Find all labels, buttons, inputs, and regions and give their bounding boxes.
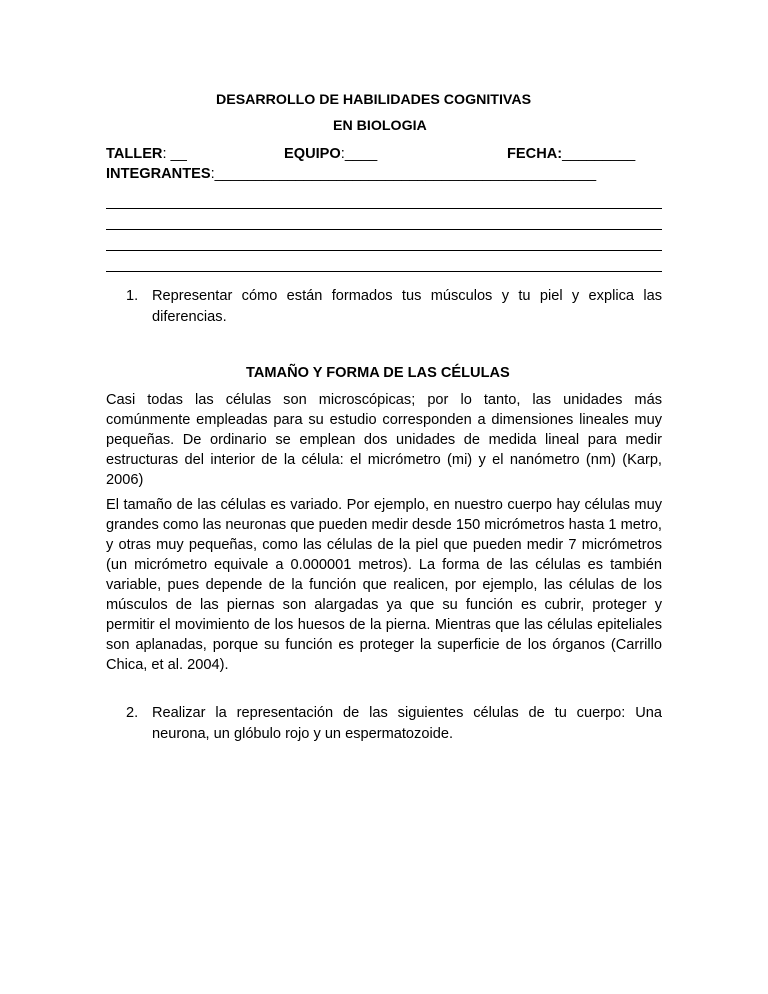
document-subtitle: EN BIOLOGIA <box>333 118 427 134</box>
question-2-number: 2. <box>126 705 139 721</box>
taller-label: TALLER <box>106 146 163 162</box>
blank-line[interactable] <box>106 230 662 251</box>
question-2-text: Realizar la representación de las siguientes células de tu cuerpo: Una neurona, un glóbulo rojo y un espermatozoide. <box>152 705 662 742</box>
paragraph-1: Casi todas las células son microscópicas; por lo tanto, las unidades más comúnmente empleadas para su estudio corresponden a dimensiones lineales muy pequeñas. De ordinario se emplean dos unidades de medida lineal para medir estructuras del interior de la célula: el micrómetro (mi) y el nanómetro (nm) (Karp, 2006) <box>106 392 662 488</box>
question-2 <box>126 703 662 745</box>
integrantes-blank-lines <box>106 188 662 272</box>
blank-line[interactable] <box>106 209 662 230</box>
blank-line[interactable] <box>106 251 662 272</box>
integrantes-label: INTEGRANTES <box>106 166 211 182</box>
fecha-label: FECHA: <box>507 146 563 162</box>
fecha-field[interactable] <box>507 146 635 162</box>
equipo-label: EQUIPO <box>284 146 341 162</box>
integrantes-value: :_______________________________________________ <box>210 166 597 182</box>
taller-value: : __ <box>162 146 187 162</box>
section-title: TAMAÑO Y FORMA DE LAS CÉLULAS <box>246 365 510 381</box>
equipo-value: :____ <box>340 146 378 162</box>
question-1-text: Representar cómo están formados tus músculos y tu piel y explica las diferencias. <box>152 288 662 325</box>
integrantes-field[interactable] <box>106 166 596 182</box>
blank-line[interactable] <box>106 188 662 209</box>
equipo-field[interactable] <box>284 146 377 162</box>
fecha-value: _________ <box>562 146 636 162</box>
paragraph-2: El tamaño de las células es variado. Por ejemplo, en nuestro cuerpo hay células muy grandes como las neuronas que pueden medir desde 150 micrómetros hasta 1 metro, y otras muy pequeñas, como las células de la piel que pueden medir 7 micrómetros (un micrómetro equivale a 0.000001 metros). La forma de las células es también variable, pues depende de la función que realicen, por ejemplo, las células de los músculos de las piernas son alargadas ya que su función es cubrir, proteger y permitir el movimiento de los huesos de la pierna. Mientras que las células epiteliales son aplanadas, porque su función es proteger la superficie de los órganos (Carrillo Chica, et al. 2004). <box>106 497 662 673</box>
taller-field[interactable] <box>106 146 187 162</box>
question-1-number: 1. <box>126 288 139 304</box>
question-1 <box>126 286 662 328</box>
document-title: DESARROLLO DE HABILIDADES COGNITIVAS <box>216 92 532 108</box>
